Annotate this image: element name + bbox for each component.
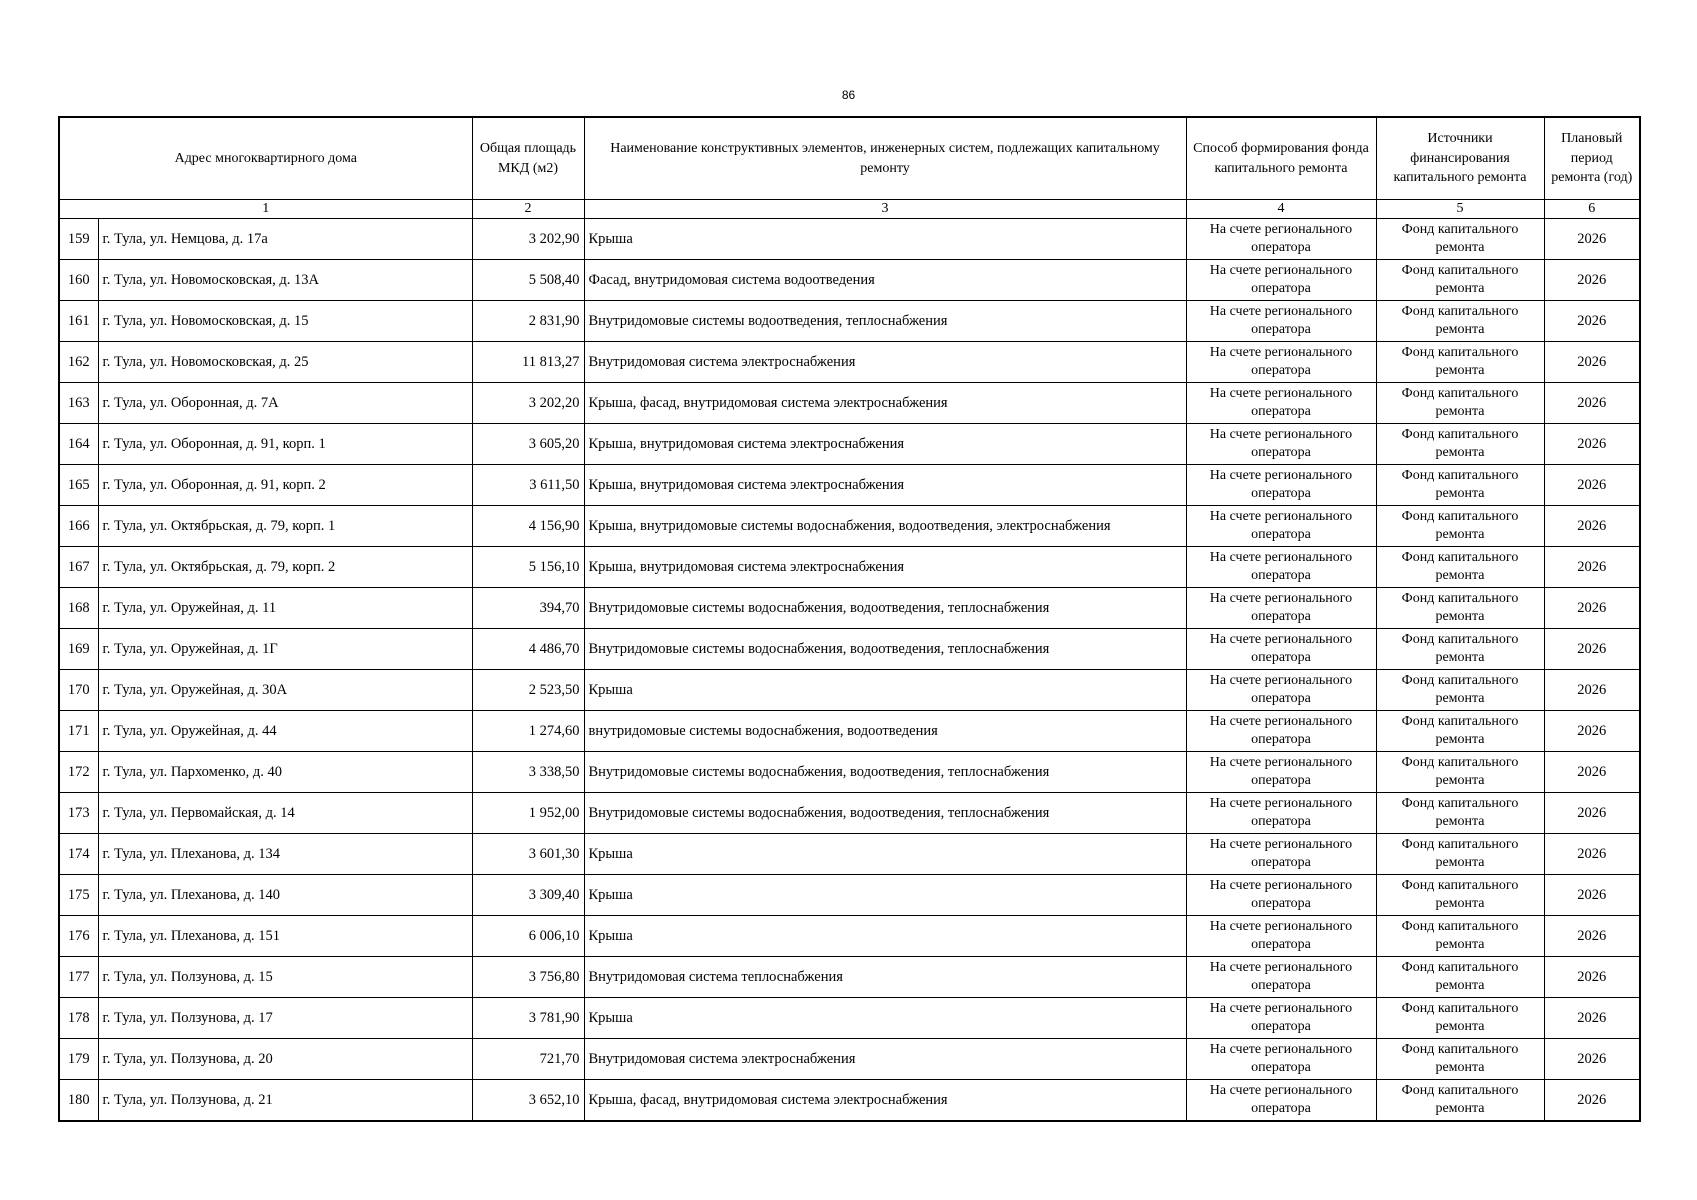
address-cell: г. Тула, ул. Ползунова, д. 20	[98, 1039, 472, 1080]
header-area: Общая площадь МКД (м2)	[472, 117, 584, 200]
area-cell: 3 611,50	[472, 465, 584, 506]
row-number: 166	[59, 506, 98, 547]
method-cell: На счете регионального оператора	[1186, 1080, 1376, 1122]
elements-cell: Внутридомовые системы водоснабжения, водоотведения, теплоснабжения	[584, 629, 1186, 670]
area-cell: 5 508,40	[472, 260, 584, 301]
header-row	[59, 117, 1640, 200]
area-cell: 3 202,90	[472, 219, 584, 260]
year-cell: 2026	[1544, 383, 1640, 424]
table-row	[59, 916, 1640, 957]
area-cell: 2 523,50	[472, 670, 584, 711]
year-cell: 2026	[1544, 465, 1640, 506]
method-cell: На счете регионального оператора	[1186, 506, 1376, 547]
elements-cell: Внутридомовые системы водоотведения, теплоснабжения	[584, 301, 1186, 342]
elements-cell: Крыша	[584, 219, 1186, 260]
area-cell: 3 781,90	[472, 998, 584, 1039]
year-cell: 2026	[1544, 260, 1640, 301]
elements-cell: Крыша, внутридомовая система электроснабжения	[584, 465, 1186, 506]
area-cell: 2 831,90	[472, 301, 584, 342]
method-cell: На счете регионального оператора	[1186, 342, 1376, 383]
year-cell: 2026	[1544, 916, 1640, 957]
table-row	[59, 711, 1640, 752]
source-cell: Фонд капитального ремонта	[1376, 383, 1544, 424]
year-cell: 2026	[1544, 547, 1640, 588]
year-cell: 2026	[1544, 424, 1640, 465]
row-number: 160	[59, 260, 98, 301]
elements-cell: Внутридомовая система теплоснабжения	[584, 957, 1186, 998]
table-row	[59, 260, 1640, 301]
method-cell: На счете регионального оператора	[1186, 916, 1376, 957]
address-cell: г. Тула, ул. Оборонная, д. 91, корп. 1	[98, 424, 472, 465]
elements-cell: Внутридомовая система электроснабжения	[584, 342, 1186, 383]
row-number: 173	[59, 793, 98, 834]
area-cell: 5 156,10	[472, 547, 584, 588]
elements-cell: Крыша, фасад, внутридомовая система электроснабжения	[584, 383, 1186, 424]
year-cell: 2026	[1544, 670, 1640, 711]
method-cell: На счете регионального оператора	[1186, 711, 1376, 752]
header-method: Способ формирования фонда капитального ремонта	[1186, 117, 1376, 200]
method-cell: На счете регионального оператора	[1186, 301, 1376, 342]
area-cell: 4 156,90	[472, 506, 584, 547]
area-cell: 721,70	[472, 1039, 584, 1080]
row-number: 159	[59, 219, 98, 260]
method-cell: На счете регионального оператора	[1186, 465, 1376, 506]
table-row	[59, 793, 1640, 834]
year-cell: 2026	[1544, 301, 1640, 342]
address-cell: г. Тула, ул. Оружейная, д. 30А	[98, 670, 472, 711]
address-cell: г. Тула, ул. Оружейная, д. 1Г	[98, 629, 472, 670]
row-number: 179	[59, 1039, 98, 1080]
area-cell: 3 309,40	[472, 875, 584, 916]
column-number: 4	[1186, 200, 1376, 219]
table-row	[59, 547, 1640, 588]
year-cell: 2026	[1544, 506, 1640, 547]
year-cell: 2026	[1544, 875, 1640, 916]
table-row	[59, 1080, 1640, 1122]
row-number: 165	[59, 465, 98, 506]
row-number: 161	[59, 301, 98, 342]
table-row	[59, 424, 1640, 465]
elements-cell: Крыша	[584, 916, 1186, 957]
source-cell: Фонд капитального ремонта	[1376, 506, 1544, 547]
method-cell: На счете регионального оператора	[1186, 260, 1376, 301]
address-cell: г. Тула, ул. Оборонная, д. 7А	[98, 383, 472, 424]
year-cell: 2026	[1544, 1039, 1640, 1080]
method-cell: На счете регионального оператора	[1186, 670, 1376, 711]
area-cell: 3 756,80	[472, 957, 584, 998]
elements-cell: Крыша, внутридомовая система электроснабжения	[584, 424, 1186, 465]
address-cell: г. Тула, ул. Плеханова, д. 134	[98, 834, 472, 875]
table-row	[59, 998, 1640, 1039]
address-cell: г. Тула, ул. Первомайская, д. 14	[98, 793, 472, 834]
header-address: Адрес многоквартирного дома	[59, 117, 472, 200]
method-cell: На счете регионального оператора	[1186, 219, 1376, 260]
row-number: 168	[59, 588, 98, 629]
method-cell: На счете регионального оператора	[1186, 793, 1376, 834]
method-cell: На счете регионального оператора	[1186, 752, 1376, 793]
address-cell: г. Тула, ул. Оружейная, д. 44	[98, 711, 472, 752]
elements-cell: Крыша, внутридомовая система электроснабжения	[584, 547, 1186, 588]
elements-cell: Крыша, фасад, внутридомовая система электроснабжения	[584, 1080, 1186, 1122]
source-cell: Фонд капитального ремонта	[1376, 834, 1544, 875]
address-cell: г. Тула, ул. Октябрьская, д. 79, корп. 1	[98, 506, 472, 547]
table-row	[59, 506, 1640, 547]
table-row	[59, 834, 1640, 875]
elements-cell: Внутридомовые системы водоснабжения, водоотведения, теплоснабжения	[584, 752, 1186, 793]
source-cell: Фонд капитального ремонта	[1376, 793, 1544, 834]
year-cell: 2026	[1544, 342, 1640, 383]
address-cell: г. Тула, ул. Новомосковская, д. 15	[98, 301, 472, 342]
elements-cell: внутридомовые системы водоснабжения, водоотведения	[584, 711, 1186, 752]
column-number: 1	[59, 200, 472, 219]
row-number: 162	[59, 342, 98, 383]
source-cell: Фонд капитального ремонта	[1376, 219, 1544, 260]
method-cell: На счете регионального оператора	[1186, 957, 1376, 998]
header-source: Источники финансирования капитального ремонта	[1376, 117, 1544, 200]
method-cell: На счете регионального оператора	[1186, 588, 1376, 629]
row-number: 170	[59, 670, 98, 711]
source-cell: Фонд капитального ремонта	[1376, 1080, 1544, 1122]
column-number: 3	[584, 200, 1186, 219]
elements-cell: Внутридомовые системы водоснабжения, водоотведения, теплоснабжения	[584, 793, 1186, 834]
year-cell: 2026	[1544, 957, 1640, 998]
area-cell: 3 202,20	[472, 383, 584, 424]
address-cell: г. Тула, ул. Новомосковская, д. 25	[98, 342, 472, 383]
column-number: 6	[1544, 200, 1640, 219]
elements-cell: Внутридомовые системы водоснабжения, водоотведения, теплоснабжения	[584, 588, 1186, 629]
method-cell: На счете регионального оператора	[1186, 547, 1376, 588]
method-cell: На счете регионального оператора	[1186, 629, 1376, 670]
source-cell: Фонд капитального ремонта	[1376, 670, 1544, 711]
table-row	[59, 465, 1640, 506]
address-cell: г. Тула, ул. Октябрьская, д. 79, корп. 2	[98, 547, 472, 588]
area-cell: 3 338,50	[472, 752, 584, 793]
table-row	[59, 752, 1640, 793]
page-number: 86	[841, 88, 856, 102]
address-cell: г. Тула, ул. Немцова, д. 17а	[98, 219, 472, 260]
address-cell: г. Тула, ул. Пархоменко, д. 40	[98, 752, 472, 793]
address-cell: г. Тула, ул. Плеханова, д. 151	[98, 916, 472, 957]
address-cell: г. Тула, ул. Ползунова, д. 21	[98, 1080, 472, 1122]
row-number: 169	[59, 629, 98, 670]
column-number: 5	[1376, 200, 1544, 219]
elements-cell: Крыша	[584, 998, 1186, 1039]
method-cell: На счете регионального оператора	[1186, 998, 1376, 1039]
column-number: 2	[472, 200, 584, 219]
address-cell: г. Тула, ул. Ползунова, д. 15	[98, 957, 472, 998]
area-cell: 6 006,10	[472, 916, 584, 957]
repair-plan-table	[58, 116, 1641, 1122]
area-cell: 1 274,60	[472, 711, 584, 752]
source-cell: Фонд капитального ремонта	[1376, 301, 1544, 342]
area-cell: 3 601,30	[472, 834, 584, 875]
source-cell: Фонд капитального ремонта	[1376, 752, 1544, 793]
elements-cell: Крыша	[584, 834, 1186, 875]
table-row	[59, 670, 1640, 711]
year-cell: 2026	[1544, 588, 1640, 629]
area-cell: 11 813,27	[472, 342, 584, 383]
address-cell: г. Тула, ул. Оружейная, д. 11	[98, 588, 472, 629]
source-cell: Фонд капитального ремонта	[1376, 588, 1544, 629]
area-cell: 1 952,00	[472, 793, 584, 834]
row-number: 164	[59, 424, 98, 465]
source-cell: Фонд капитального ремонта	[1376, 629, 1544, 670]
elements-cell: Фасад, внутридомовая система водоотведения	[584, 260, 1186, 301]
row-number: 180	[59, 1080, 98, 1122]
year-cell: 2026	[1544, 219, 1640, 260]
source-cell: Фонд капитального ремонта	[1376, 957, 1544, 998]
row-number: 176	[59, 916, 98, 957]
source-cell: Фонд капитального ремонта	[1376, 998, 1544, 1039]
year-cell: 2026	[1544, 752, 1640, 793]
header-period: Плановый период ремонта (год)	[1544, 117, 1640, 200]
source-cell: Фонд капитального ремонта	[1376, 547, 1544, 588]
elements-cell: Внутридомовая система электроснабжения	[584, 1039, 1186, 1080]
row-number: 172	[59, 752, 98, 793]
area-cell: 394,70	[472, 588, 584, 629]
table-row	[59, 219, 1640, 260]
method-cell: На счете регионального оператора	[1186, 834, 1376, 875]
year-cell: 2026	[1544, 629, 1640, 670]
source-cell: Фонд капитального ремонта	[1376, 465, 1544, 506]
row-number: 175	[59, 875, 98, 916]
row-number: 174	[59, 834, 98, 875]
table-body	[59, 219, 1640, 1122]
table-row	[59, 588, 1640, 629]
source-cell: Фонд капитального ремонта	[1376, 342, 1544, 383]
column-number-row	[59, 200, 1640, 219]
elements-cell: Крыша, внутридомовые системы водоснабжения, водоотведения, электроснабжения	[584, 506, 1186, 547]
area-cell: 4 486,70	[472, 629, 584, 670]
area-cell: 3 652,10	[472, 1080, 584, 1122]
row-number: 178	[59, 998, 98, 1039]
table-row	[59, 875, 1640, 916]
row-number: 167	[59, 547, 98, 588]
year-cell: 2026	[1544, 998, 1640, 1039]
table-row	[59, 957, 1640, 998]
source-cell: Фонд капитального ремонта	[1376, 1039, 1544, 1080]
row-number: 171	[59, 711, 98, 752]
source-cell: Фонд капитального ремонта	[1376, 916, 1544, 957]
address-cell: г. Тула, ул. Ползунова, д. 17	[98, 998, 472, 1039]
year-cell: 2026	[1544, 793, 1640, 834]
elements-cell: Крыша	[584, 875, 1186, 916]
row-number: 177	[59, 957, 98, 998]
address-cell: г. Тула, ул. Новомосковская, д. 13А	[98, 260, 472, 301]
source-cell: Фонд капитального ремонта	[1376, 424, 1544, 465]
source-cell: Фонд капитального ремонта	[1376, 260, 1544, 301]
address-cell: г. Тула, ул. Плеханова, д. 140	[98, 875, 472, 916]
table-row	[59, 342, 1640, 383]
source-cell: Фонд капитального ремонта	[1376, 875, 1544, 916]
year-cell: 2026	[1544, 834, 1640, 875]
table-row	[59, 629, 1640, 670]
source-cell: Фонд капитального ремонта	[1376, 711, 1544, 752]
method-cell: На счете регионального оператора	[1186, 383, 1376, 424]
table-row	[59, 301, 1640, 342]
row-number: 163	[59, 383, 98, 424]
header-elements: Наименование конструктивных элементов, инженерных систем, подлежащих капитальному ремонту	[584, 117, 1186, 200]
address-cell: г. Тула, ул. Оборонная, д. 91, корп. 2	[98, 465, 472, 506]
area-cell: 3 605,20	[472, 424, 584, 465]
table-row	[59, 1039, 1640, 1080]
year-cell: 2026	[1544, 711, 1640, 752]
elements-cell: Крыша	[584, 670, 1186, 711]
table-row	[59, 383, 1640, 424]
year-cell: 2026	[1544, 1080, 1640, 1122]
method-cell: На счете регионального оператора	[1186, 424, 1376, 465]
method-cell: На счете регионального оператора	[1186, 1039, 1376, 1080]
method-cell: На счете регионального оператора	[1186, 875, 1376, 916]
